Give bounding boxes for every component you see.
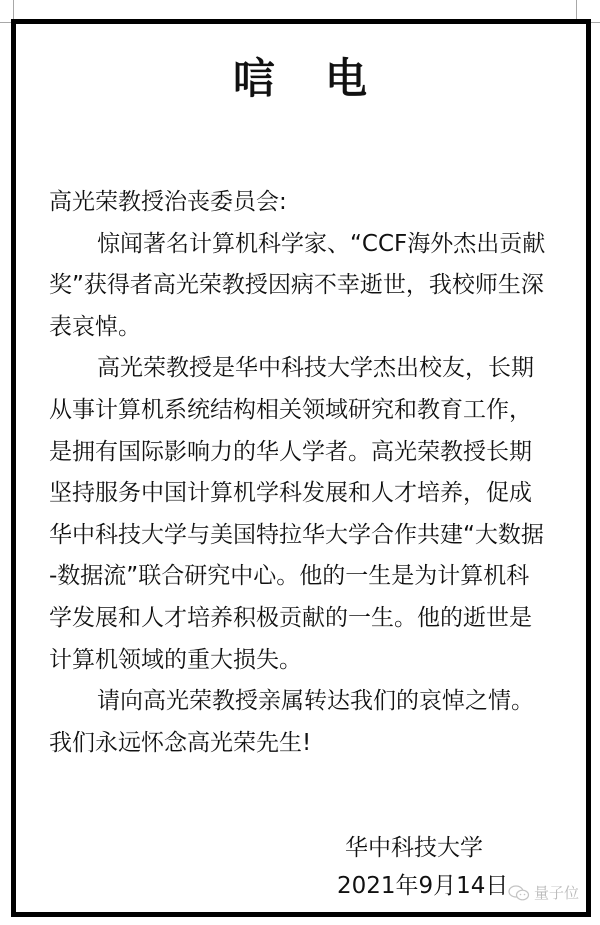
body-line: 华中科技大学与美国特拉华大学合作共建“大数据 xyxy=(49,521,544,548)
body-line: 请向高光荣教授亲属转达我们的哀悼之情。 xyxy=(97,688,534,715)
crop-mark-right-h xyxy=(590,22,600,23)
body-line: 惊闻著名计算机科学家、“CCF海外杰出贡献 xyxy=(97,230,546,257)
document-body xyxy=(49,182,561,764)
title-char-2: 电 xyxy=(325,54,368,103)
body-line: 坚持服务中国计算机学科发展和人才培养，促成 xyxy=(49,480,532,507)
body-line: 计算机领域的重大损失。 xyxy=(49,646,302,673)
date: 2021年9月14日 xyxy=(337,873,509,899)
body-line: 表哀悼。 xyxy=(49,313,141,340)
salutation: 高光荣教授治丧委员会: xyxy=(49,189,287,215)
body-line: 从事计算机系统结构相关领域研究和教育工作， xyxy=(49,396,532,423)
document-title xyxy=(0,56,600,102)
body-line: 是拥有国际影响力的华人学者。高光荣教授长期 xyxy=(49,438,532,465)
watermark xyxy=(508,884,579,902)
body-line: -数据流”联合研究中心。他的一生是为计算机科 xyxy=(49,563,530,590)
body-line: 我们永远怀念高光荣先生! xyxy=(49,729,312,756)
body-line: 学发展和人才培养积极贡献的一生。他的逝世是 xyxy=(49,604,532,631)
watermark-text: 量子位 xyxy=(534,884,580,902)
body-line: 高光荣教授是华中科技大学杰出校友，长期 xyxy=(97,355,534,382)
wechat-icon xyxy=(508,885,530,901)
signature: 华中科技大学 xyxy=(345,835,483,861)
title-char-1: 唁 xyxy=(232,54,275,103)
body-line: 奖”获得者高光荣教授因病不幸逝世，我校师生深 xyxy=(49,272,544,299)
